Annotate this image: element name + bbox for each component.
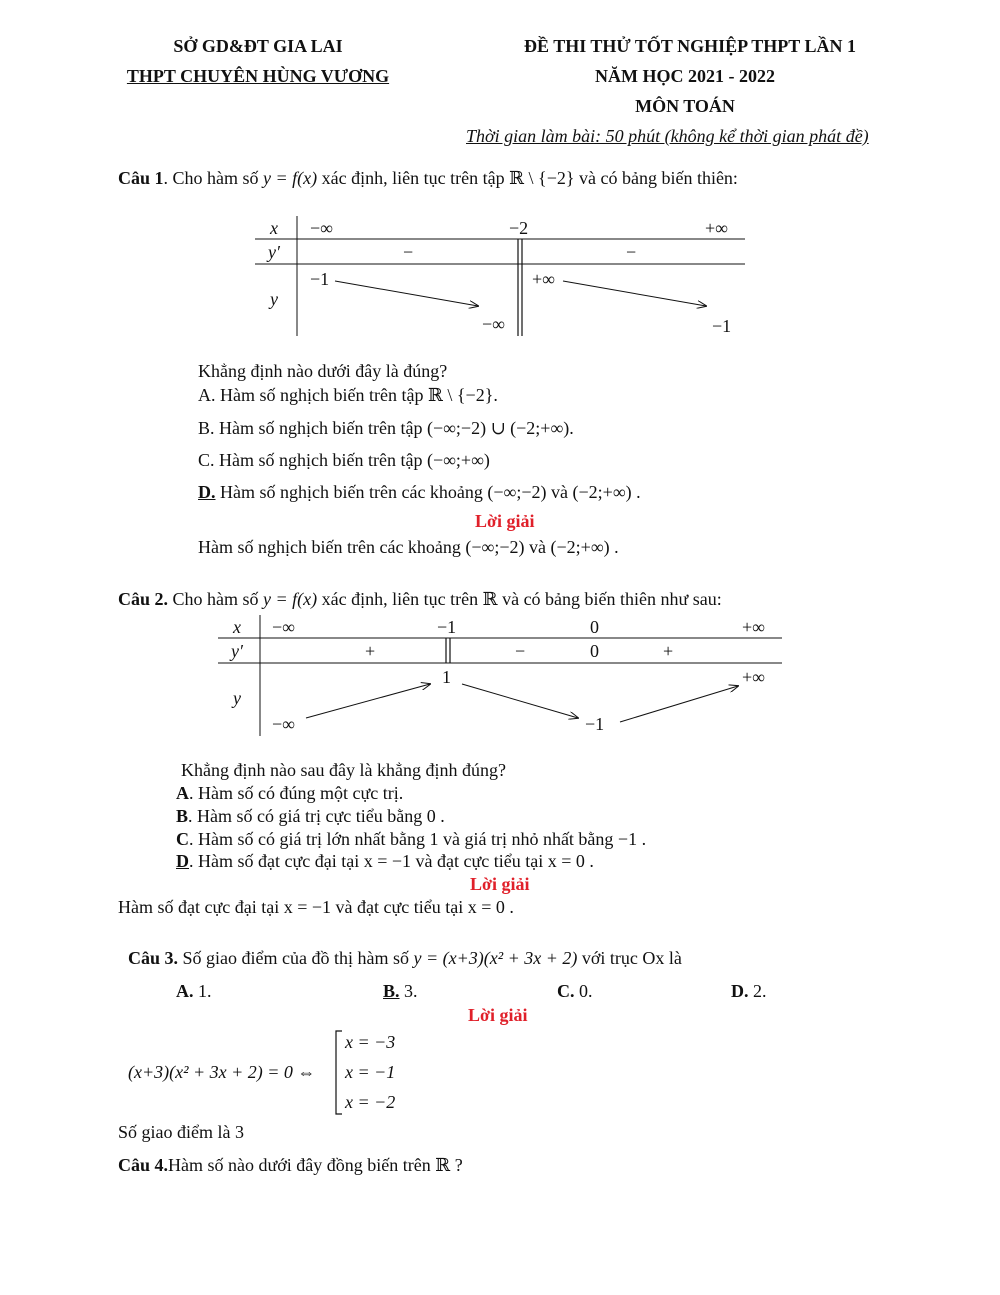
q2-solution-title: Lời giải — [470, 874, 530, 894]
q2-option-b-letter: B — [176, 806, 189, 826]
q1-x-val-3: +∞ — [705, 218, 728, 238]
q3-choice-c-value: 0. — [579, 981, 593, 1001]
q1-y-val-1: −1 — [310, 269, 330, 289]
q3-function: y = (x+3)(x² + 3x + 2) — [413, 948, 578, 968]
q2-arrow-decreasing — [462, 684, 578, 718]
q3-choice-a — [176, 981, 212, 1002]
q3-root-2: x = −1 — [345, 1062, 396, 1082]
q1-text-c: và có bảng biến thiên: — [578, 168, 738, 188]
q3-choice-c-letter: C. — [557, 981, 575, 1001]
q2-option-a-letter: A — [176, 783, 189, 803]
q3-choice-a-value: 1. — [198, 981, 212, 1001]
q3-conclusion: Số giao điểm là 3 — [118, 1122, 244, 1142]
q2-option-d-text: . Hàm số đạt cực đại tại x = −1 và đạt cực tiểu tại x = 0 . — [189, 851, 594, 871]
q2-function: y = f(x) — [263, 589, 318, 609]
q1-y-val-3: +∞ — [532, 269, 555, 289]
q3-solution-bracket — [336, 1031, 342, 1114]
q2-yprime-label: y′ — [231, 641, 243, 661]
question-1-stem — [118, 168, 738, 189]
q2-solution: Hàm số đạt cực đại tại x = −1 và đạt cực tiểu tại x = 0 . — [118, 897, 514, 917]
q1-option-d-letter: D. — [198, 482, 216, 502]
q3-choice-b-value: 3. — [404, 981, 418, 1001]
question-3-label: Câu 3. — [128, 948, 179, 968]
q2-y-label: y — [233, 688, 241, 708]
q2-y-val-3: −1 — [585, 714, 605, 734]
subject: MÔN TOÁN — [635, 96, 735, 116]
q2-option-d — [176, 851, 594, 872]
q1-x-label: x — [270, 218, 278, 238]
q2-sign-2: − — [515, 641, 526, 661]
q1-text-a: . Cho hàm số — [163, 168, 259, 188]
q1-option-a: A. Hàm số nghịch biến trên tập ℝ \ {−2}. — [198, 385, 498, 405]
q3-choice-b — [383, 981, 418, 1002]
school-year: NĂM HỌC 2021 - 2022 — [595, 66, 775, 86]
q1-y-label: y — [270, 289, 278, 309]
q2-option-c — [176, 829, 646, 850]
q2-x-val-3: 0 — [590, 617, 599, 637]
q2-domain: ℝ — [482, 589, 498, 609]
q1-domain: ℝ \ {−2} — [509, 168, 575, 188]
q2-option-c-text: . Hàm số có giá trị lớn nhất bằng 1 và giá trị nhỏ nhất bằng −1 . — [189, 829, 647, 849]
q1-y-val-2: −∞ — [482, 314, 505, 334]
q4-text: Hàm số nào dưới đây đồng biến trên ℝ ? — [168, 1155, 463, 1175]
question-4-stem — [118, 1155, 463, 1176]
q2-y-val-2: 1 — [442, 667, 451, 687]
q2-x-val-2: −1 — [437, 617, 457, 637]
exam-title: ĐỀ THI THỬ TỐT NGHIỆP THPT LẦN 1 — [524, 36, 856, 56]
q2-y-val-1: −∞ — [272, 714, 295, 734]
q2-x-val-1: −∞ — [272, 617, 295, 637]
q1-sign-2: − — [626, 242, 637, 262]
q1-prompt: Khẳng định nào dưới đây là đúng? — [198, 361, 448, 381]
q2-prompt: Khẳng định nào sau đây là khẳng định đúng? — [181, 760, 506, 780]
q3-choice-d-letter: D. — [731, 981, 749, 1001]
q3-choice-d-value: 2. — [753, 981, 767, 1001]
q2-sign-3: 0 — [590, 641, 599, 661]
q1-text-b: xác định, liên tục trên tập — [321, 168, 505, 188]
q2-text-c: và có bảng biến thiên như sau: — [502, 589, 722, 609]
q1-x-val-2: −2 — [509, 218, 529, 238]
q3-choice-d — [731, 981, 767, 1002]
q1-solution: Hàm số nghịch biến trên các khoảng (−∞;−2) và (−2;+∞) . — [198, 537, 619, 557]
q1-sign-1: − — [403, 242, 414, 262]
q2-text-a: Cho hàm số — [172, 589, 259, 609]
q2-sign-1: + — [365, 641, 376, 661]
q1-x-val-1: −∞ — [310, 218, 333, 238]
q2-y-val-4: +∞ — [742, 667, 765, 687]
school-name: THPT CHUYÊN HÙNG VƯƠNG — [126, 66, 390, 86]
q1-option-d-text: Hàm số nghịch biến trên các khoảng (−∞;−2) và (−2;+∞) . — [215, 482, 641, 502]
question-3-stem — [128, 948, 682, 969]
q2-x-label: x — [233, 617, 241, 637]
q1-option-b: B. Hàm số nghịch biến trên tập (−∞;−2) ∪ (−2;+∞). — [198, 418, 574, 438]
time-note: Thời gian làm bài: 50 phút (không kể thời gian phát đề) — [466, 126, 869, 146]
question-1-label: Câu 1 — [118, 168, 164, 188]
q2-option-c-letter: C — [176, 829, 189, 849]
q2-x-val-4: +∞ — [742, 617, 765, 637]
q2-option-b — [176, 806, 445, 827]
q2-arrow-increasing-2 — [620, 686, 738, 722]
q2-sign-4: + — [663, 641, 674, 661]
question-2-label: Câu 2. — [118, 589, 169, 609]
q3-text-b: với trục Ox là — [581, 948, 682, 968]
question-4-label: Câu 4. — [118, 1155, 169, 1175]
q2-option-d-letter: D — [176, 851, 189, 871]
q1-y-val-4: −1 — [712, 316, 732, 336]
q3-choice-c — [557, 981, 593, 1002]
q1-arrow-decreasing-1 — [335, 281, 478, 306]
q3-solution-title: Lời giải — [468, 1005, 528, 1025]
q2-option-a-text: . Hàm số có đúng một cực trị. — [189, 783, 404, 803]
q1-function: y = f(x) — [263, 168, 318, 188]
q1-option-c: C. Hàm số nghịch biến trên tập (−∞;+∞) — [198, 450, 490, 470]
question-2-stem — [118, 589, 722, 610]
school-department: SỞ GD&ĐT GIA LAI — [173, 36, 343, 56]
q3-text-a: Số giao điểm của đồ thị hàm số — [182, 948, 409, 968]
q2-arrow-increasing-1 — [306, 684, 430, 718]
q3-choice-b-letter: B. — [383, 981, 400, 1001]
q3-root-3: x = −2 — [345, 1092, 396, 1112]
q1-option-d — [198, 482, 641, 503]
q3-equation: (x+3)(x² + 3x + 2) = 0 ⇔ — [128, 1062, 316, 1082]
q1-yprime-label: y′ — [268, 242, 280, 262]
q1-arrow-decreasing-2 — [563, 281, 706, 306]
q3-choice-a-letter: A. — [176, 981, 194, 1001]
q3-root-1: x = −3 — [345, 1032, 396, 1052]
q1-solution-title: Lời giải — [475, 511, 535, 531]
q2-text-b: xác định, liên tục trên — [321, 589, 479, 609]
q2-option-a — [176, 783, 403, 804]
q2-option-b-text: . Hàm số có giá trị cực tiểu bằng 0 . — [188, 806, 445, 826]
